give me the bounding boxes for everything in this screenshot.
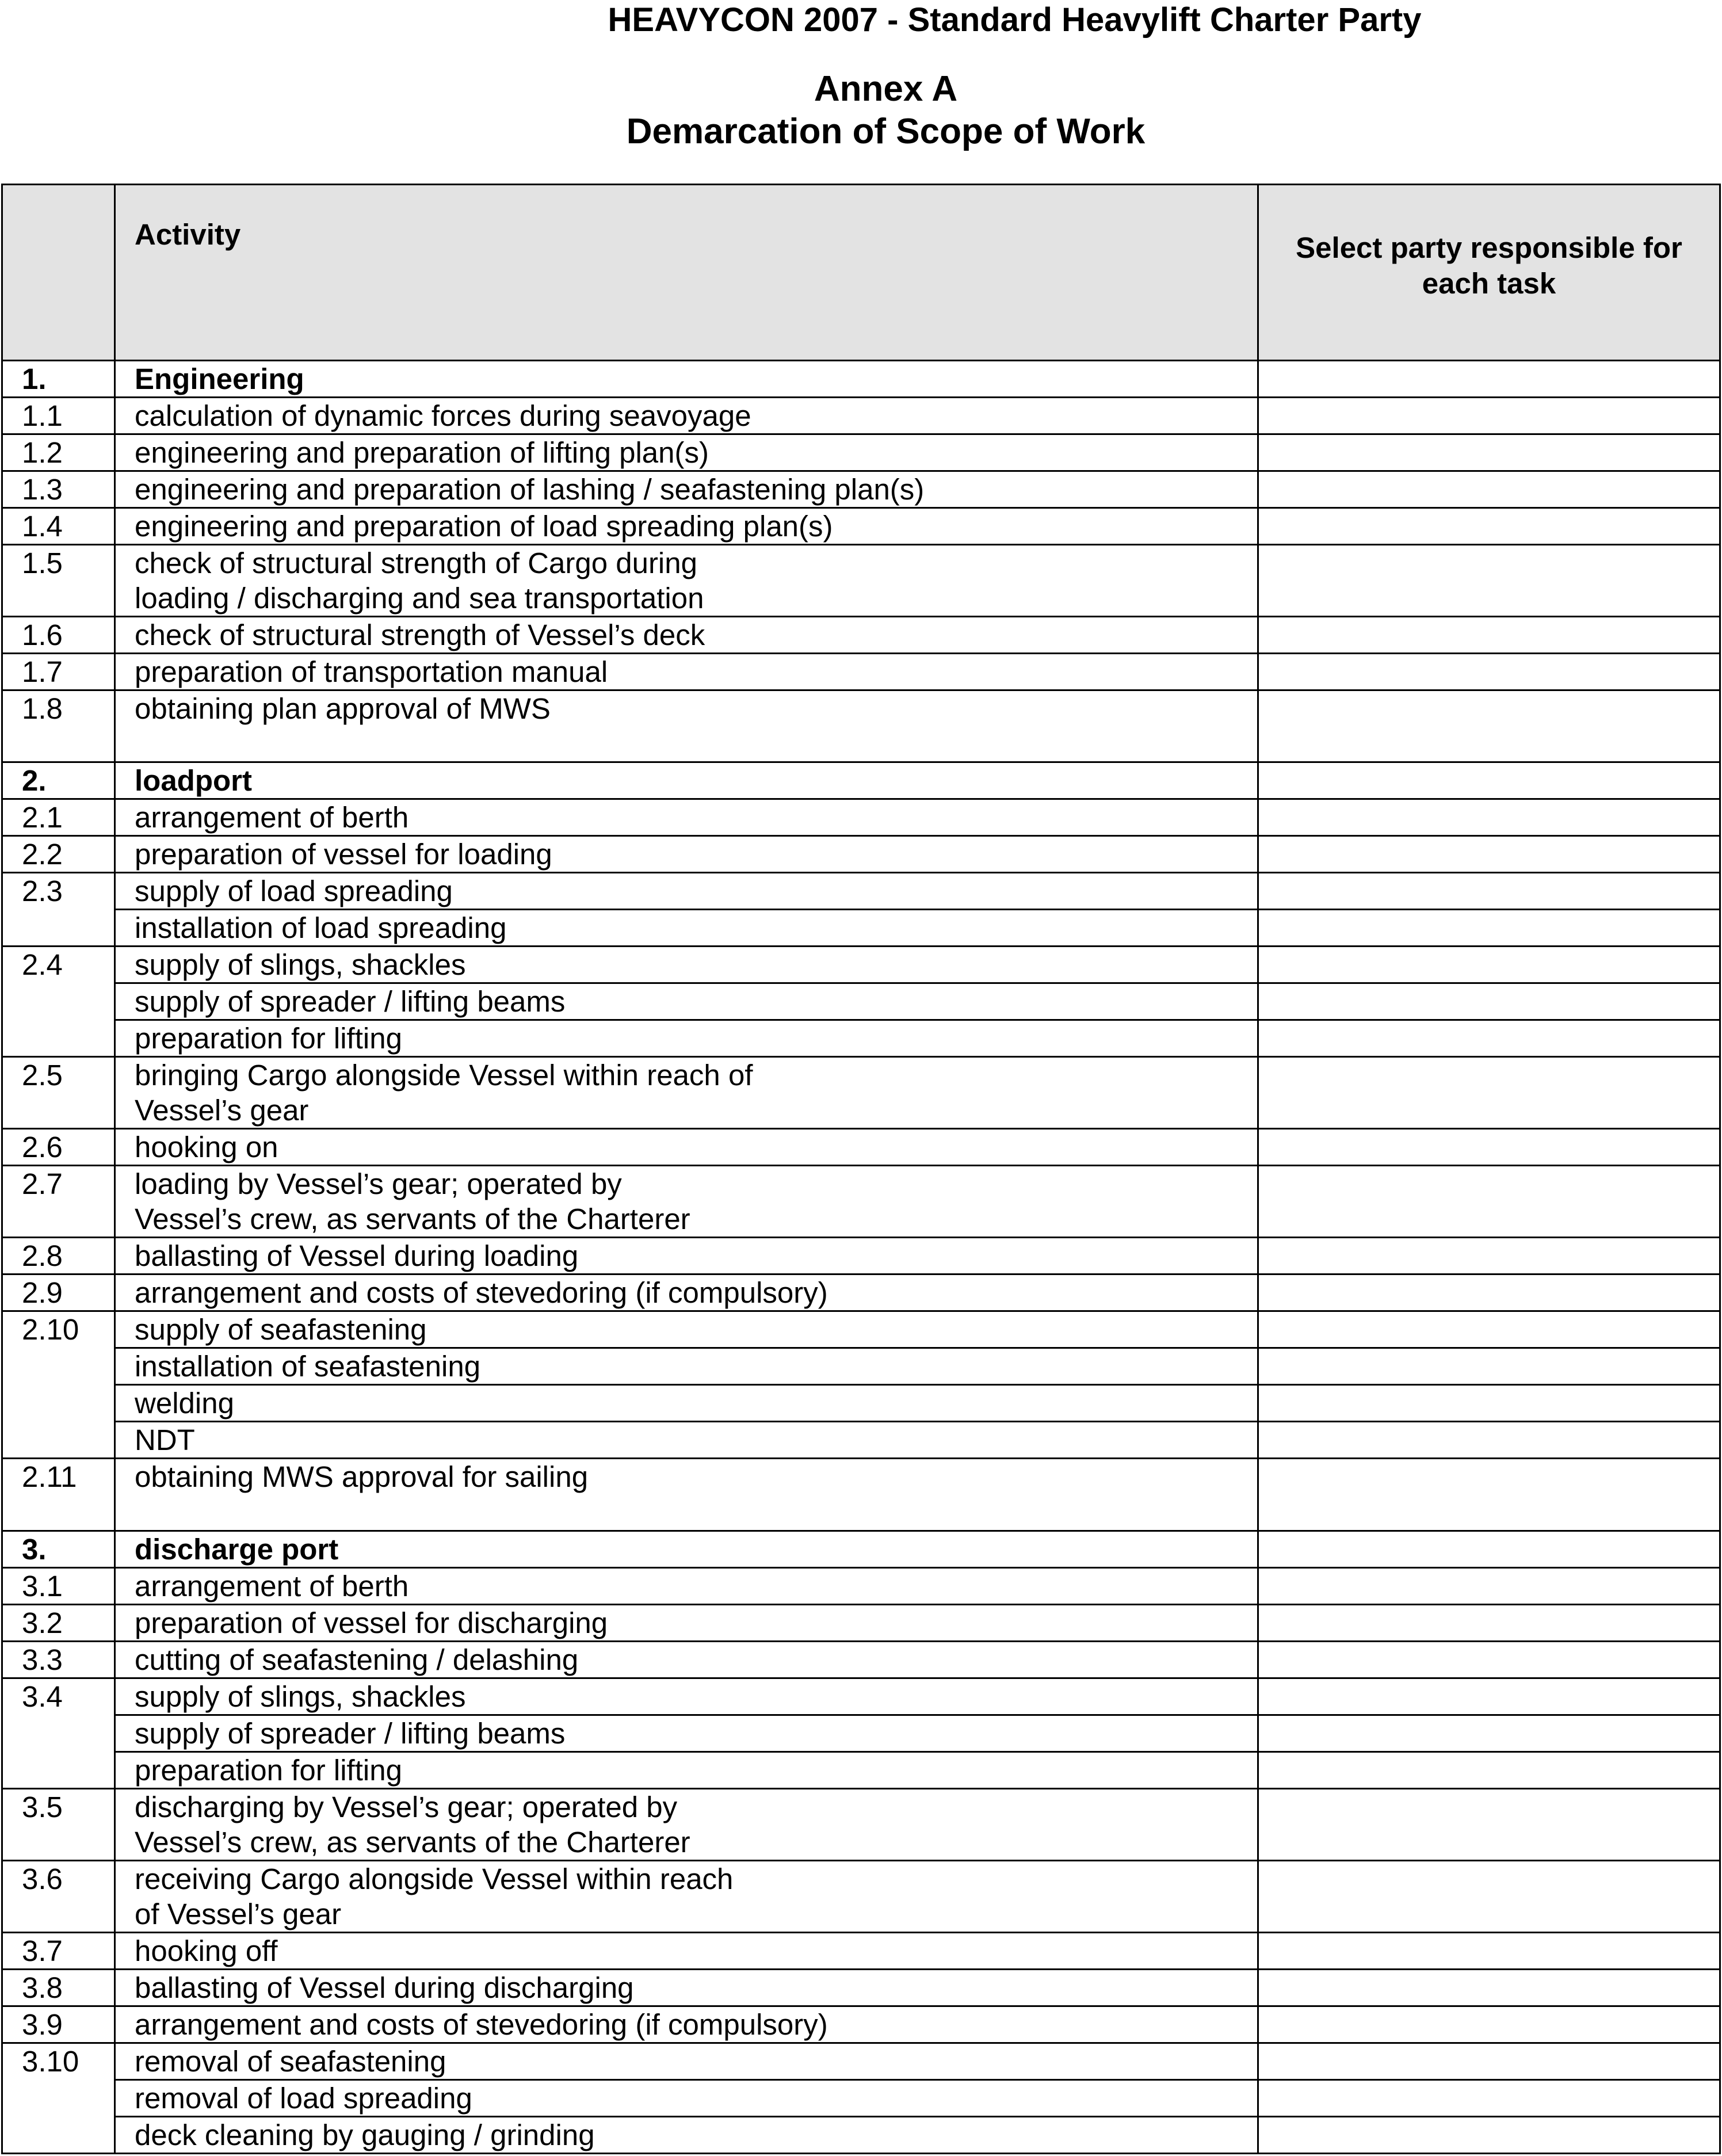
scope-of-work-table <box>1 184 1721 2154</box>
table-row <box>2 1020 1720 1057</box>
activity-line: supply of spreader / lifting beams <box>135 1716 566 1750</box>
activity-line: NDT <box>135 1424 195 1457</box>
table-row <box>2 2006 1720 2043</box>
section-title: loadport <box>115 762 1258 799</box>
item-number: 2.9 <box>2 1274 115 1311</box>
responsible-party-cell[interactable] <box>1258 1932 1720 1969</box>
activity-cell <box>115 873 1258 910</box>
table-row <box>2 1567 1720 1604</box>
annex-title: Annex A <box>814 69 958 109</box>
item-number: 3.7 <box>2 1932 115 1969</box>
responsible-party-cell[interactable] <box>1258 1715 1720 1751</box>
activity-line: arrangement and costs of stevedoring (if compulsory) <box>135 1276 828 1310</box>
responsible-party-cell[interactable] <box>1258 2043 1720 2079</box>
responsible-party-cell[interactable] <box>1258 508 1720 545</box>
item-number: 3.4 <box>2 1678 115 1788</box>
activity-cell <box>115 1860 1258 1932</box>
activity-line <box>135 1494 1257 1529</box>
item-number: 1.6 <box>2 617 115 654</box>
activity-line <box>135 726 1257 761</box>
responsible-party-cell[interactable] <box>1258 983 1720 1020</box>
activity-line: preparation of vessel for discharging <box>135 1606 608 1639</box>
activity-line: installation of load spreading <box>135 911 507 945</box>
item-number: 2.2 <box>2 836 115 873</box>
activity-cell <box>115 617 1258 654</box>
activity-cell <box>115 1969 1258 2006</box>
activity-line: Vessel’s gear <box>135 1094 309 1127</box>
table-body <box>2 361 1720 2154</box>
responsible-party-cell[interactable] <box>1258 1311 1720 1348</box>
responsible-party-cell[interactable] <box>1258 545 1720 617</box>
section-title: discharge port <box>115 1531 1258 1567</box>
activity-line: engineering and preparation of lashing / seafastening plan(s) <box>135 473 925 506</box>
responsible-party-cell[interactable] <box>1258 1751 1720 1788</box>
table-row <box>2 545 1720 617</box>
responsible-party-cell[interactable] <box>1258 1422 1720 1459</box>
activity-line: installation of seafastening <box>135 1350 481 1383</box>
document-title: HEAVYCON 2007 - Standard Heavylift Charter Party <box>608 1 1422 39</box>
activity-line: preparation for lifting <box>135 1753 402 1787</box>
annex-subtitle: Demarcation of Scope of Work <box>626 112 1146 151</box>
activity-cell <box>115 1932 1258 1969</box>
table-row <box>2 836 1720 873</box>
activity-line: check of structural strength of Vessel’s deck <box>135 619 705 652</box>
activity-cell <box>115 2043 1258 2079</box>
responsible-party-cell[interactable] <box>1258 434 1720 471</box>
activity-cell <box>115 398 1258 434</box>
table-row <box>2 2079 1720 2116</box>
activity-cell <box>115 1641 1258 1678</box>
item-number: 2.8 <box>2 1238 115 1274</box>
responsible-party-cell[interactable] <box>1258 1348 1720 1385</box>
responsible-party-column-header: Select party responsible for each task <box>1258 185 1720 361</box>
responsible-party-cell[interactable] <box>1258 1057 1720 1129</box>
activity-cell <box>115 1311 1258 1348</box>
responsible-party-cell[interactable] <box>1258 1788 1720 1860</box>
section-row <box>2 361 1720 398</box>
table-row <box>2 617 1720 654</box>
activity-line: Vessel’s crew, as servants of the Charterer <box>135 1203 690 1236</box>
responsible-party-cell[interactable] <box>1258 910 1720 947</box>
activity-line: supply of seafastening <box>135 1313 427 1346</box>
activity-line: hooking off <box>135 1934 278 1967</box>
item-number: 3.9 <box>2 2006 115 2043</box>
responsible-party-cell[interactable] <box>1258 1860 1720 1932</box>
activity-line: cutting of seafastening / delashing <box>135 1643 579 1676</box>
responsible-party-cell[interactable] <box>1258 2116 1720 2153</box>
table-row <box>2 1788 1720 1860</box>
activity-cell <box>115 1129 1258 1166</box>
activity-cell <box>115 947 1258 983</box>
activity-cell <box>115 1274 1258 1311</box>
activity-line: engineering and preparation of load spreading plan(s) <box>135 510 833 543</box>
activity-cell <box>115 1166 1258 1238</box>
activity-line: obtaining MWS approval for sailing <box>135 1460 589 1494</box>
activity-line: supply of load spreading <box>135 875 453 908</box>
table-row <box>2 1422 1720 1459</box>
responsible-party-cell[interactable] <box>1258 471 1720 508</box>
activity-line: removal of load spreading <box>135 2081 472 2115</box>
activity-cell <box>115 1422 1258 1459</box>
activity-cell <box>115 1788 1258 1860</box>
activity-line: loading / discharging and sea transportation <box>135 582 704 615</box>
responsible-party-cell[interactable] <box>1258 1459 1720 1531</box>
table-row <box>2 398 1720 434</box>
table-row <box>2 471 1720 508</box>
table-row <box>2 1129 1720 1166</box>
activity-cell <box>115 836 1258 873</box>
table-row <box>2 799 1720 836</box>
activity-line: ballasting of Vessel during discharging <box>135 1971 634 2004</box>
activity-line: hooking on <box>135 1131 278 1164</box>
responsible-party-cell[interactable] <box>1258 1567 1720 1604</box>
section-number: 1. <box>2 361 115 398</box>
activity-cell <box>115 1715 1258 1751</box>
responsible-party-cell[interactable] <box>1258 873 1720 910</box>
activity-column-header: Activity <box>115 185 1258 361</box>
responsible-party-cell[interactable] <box>1258 1129 1720 1166</box>
activity-line: receiving Cargo alongside Vessel within reach <box>135 1862 734 1895</box>
responsible-party-cell[interactable] <box>1258 654 1720 690</box>
table-row <box>2 1385 1720 1422</box>
activity-cell <box>115 910 1258 947</box>
table-row <box>2 1932 1720 1969</box>
table-row <box>2 1238 1720 1274</box>
item-number: 2.6 <box>2 1129 115 1166</box>
activity-cell <box>115 799 1258 836</box>
table-row <box>2 1751 1720 1788</box>
activity-line: preparation for lifting <box>135 1022 402 1055</box>
table-row <box>2 1057 1720 1129</box>
table-row <box>2 1311 1720 1348</box>
activity-line: removal of seafastening <box>135 2044 446 2078</box>
activity-cell <box>115 545 1258 617</box>
responsible-party-cell[interactable] <box>1258 947 1720 983</box>
table-row <box>2 654 1720 690</box>
table-row <box>2 2116 1720 2153</box>
activity-line: arrangement of berth <box>135 801 409 834</box>
activity-cell <box>115 654 1258 690</box>
item-number: 2.4 <box>2 947 115 1057</box>
table-header-row <box>2 185 1720 361</box>
activity-cell <box>115 1678 1258 1715</box>
activity-cell <box>115 1604 1258 1641</box>
section-row <box>2 1531 1720 1567</box>
section-title: Engineering <box>115 361 1258 398</box>
section-number: 3. <box>2 1531 115 1567</box>
table-row <box>2 690 1720 762</box>
item-number: 2.5 <box>2 1057 115 1129</box>
table-row <box>2 983 1720 1020</box>
activity-line: loading by Vessel’s gear; operated by <box>135 1167 622 1201</box>
activity-line: engineering and preparation of lifting plan(s) <box>135 436 709 470</box>
responsible-party-cell[interactable] <box>1258 836 1720 873</box>
activity-line: preparation of vessel for loading <box>135 838 552 871</box>
item-number: 1.7 <box>2 654 115 690</box>
activity-cell <box>115 508 1258 545</box>
table-row <box>2 508 1720 545</box>
activity-line: supply of slings, shackles <box>135 948 466 982</box>
activity-line: supply of slings, shackles <box>135 1680 466 1713</box>
activity-line: arrangement and costs of stevedoring (if compulsory) <box>135 2008 828 2041</box>
activity-cell <box>115 1238 1258 1274</box>
table-row <box>2 1715 1720 1751</box>
activity-cell <box>115 1348 1258 1385</box>
item-number: 1.2 <box>2 434 115 471</box>
item-number: 2.10 <box>2 1311 115 1459</box>
table-row <box>2 910 1720 947</box>
responsible-party-cell[interactable] <box>1258 1274 1720 1311</box>
responsible-party-cell[interactable] <box>1258 799 1720 836</box>
item-number: 3.5 <box>2 1788 115 1860</box>
table-row <box>2 1604 1720 1641</box>
responsible-party-cell[interactable] <box>1258 1604 1720 1641</box>
item-number: 3.6 <box>2 1860 115 1932</box>
activity-cell <box>115 2006 1258 2043</box>
table-row <box>2 1459 1720 1531</box>
responsible-party-cell[interactable] <box>1258 617 1720 654</box>
activity-cell <box>115 2116 1258 2153</box>
activity-cell <box>115 1751 1258 1788</box>
table-row <box>2 1166 1720 1238</box>
number-column-header <box>2 185 115 361</box>
responsible-party-cell[interactable] <box>1258 1020 1720 1057</box>
table-row <box>2 1641 1720 1678</box>
item-number: 1.3 <box>2 471 115 508</box>
item-number: 1.8 <box>2 690 115 762</box>
responsible-party-cell[interactable] <box>1258 762 1720 799</box>
table-row <box>2 1678 1720 1715</box>
responsible-party-cell[interactable] <box>1258 1166 1720 1238</box>
item-number: 3.2 <box>2 1604 115 1641</box>
item-number: 2.1 <box>2 799 115 836</box>
responsible-party-cell[interactable] <box>1258 398 1720 434</box>
activity-line: obtaining plan approval of MWS <box>135 692 551 726</box>
activity-cell <box>115 1020 1258 1057</box>
activity-cell <box>115 471 1258 508</box>
activity-cell <box>115 690 1258 762</box>
activity-line: welding <box>135 1387 234 1420</box>
activity-line: deck cleaning by gauging / grinding <box>135 2118 595 2151</box>
activity-line: supply of spreader / lifting beams <box>135 985 566 1018</box>
item-number: 2.3 <box>2 873 115 947</box>
responsible-party-cell[interactable] <box>1258 1385 1720 1422</box>
activity-cell <box>115 983 1258 1020</box>
table-row <box>2 2043 1720 2079</box>
item-number: 1.5 <box>2 545 115 617</box>
table-row <box>2 947 1720 983</box>
responsible-party-cell[interactable] <box>1258 1678 1720 1715</box>
responsible-party-cell[interactable] <box>1258 361 1720 398</box>
activity-line: arrangement of berth <box>135 1569 409 1602</box>
item-number: 3.1 <box>2 1567 115 1604</box>
table-row <box>2 1860 1720 1932</box>
activity-line: preparation of transportation manual <box>135 655 608 689</box>
responsible-party-cell[interactable] <box>1258 1969 1720 2006</box>
responsible-party-cell[interactable] <box>1258 690 1720 762</box>
section-row <box>2 762 1720 799</box>
activity-line: discharging by Vessel’s gear; operated by <box>135 1790 678 1823</box>
activity-cell <box>115 2079 1258 2116</box>
activity-cell <box>115 1459 1258 1531</box>
activity-line: ballasting of Vessel during loading <box>135 1239 579 1273</box>
activity-line: calculation of dynamic forces during seavoyage <box>135 399 751 433</box>
responsible-party-cell[interactable] <box>1258 2006 1720 2043</box>
item-number: 3.10 <box>2 2043 115 2153</box>
item-number: 3.3 <box>2 1641 115 1678</box>
item-number: 1.4 <box>2 508 115 545</box>
activity-cell <box>115 434 1258 471</box>
responsible-party-cell[interactable] <box>1258 2079 1720 2116</box>
activity-cell <box>115 1385 1258 1422</box>
item-number: 1.1 <box>2 398 115 434</box>
table-row <box>2 1969 1720 2006</box>
activity-line: Vessel’s crew, as servants of the Charterer <box>135 1825 690 1859</box>
item-number: 2.11 <box>2 1459 115 1531</box>
item-number: 3.8 <box>2 1969 115 2006</box>
table-row <box>2 873 1720 910</box>
responsible-party-cell[interactable] <box>1258 1238 1720 1274</box>
activity-cell <box>115 1057 1258 1129</box>
table-row <box>2 1348 1720 1385</box>
responsible-party-cell[interactable] <box>1258 1531 1720 1567</box>
table-row <box>2 1274 1720 1311</box>
activity-line: check of structural strength of Cargo during <box>135 547 697 580</box>
table-row <box>2 434 1720 471</box>
activity-cell <box>115 1567 1258 1604</box>
activity-line: bringing Cargo alongside Vessel within reach of <box>135 1059 753 1092</box>
item-number: 2.7 <box>2 1166 115 1238</box>
activity-line: of Vessel’s gear <box>135 1897 342 1930</box>
responsible-party-cell[interactable] <box>1258 1641 1720 1678</box>
section-number: 2. <box>2 762 115 799</box>
